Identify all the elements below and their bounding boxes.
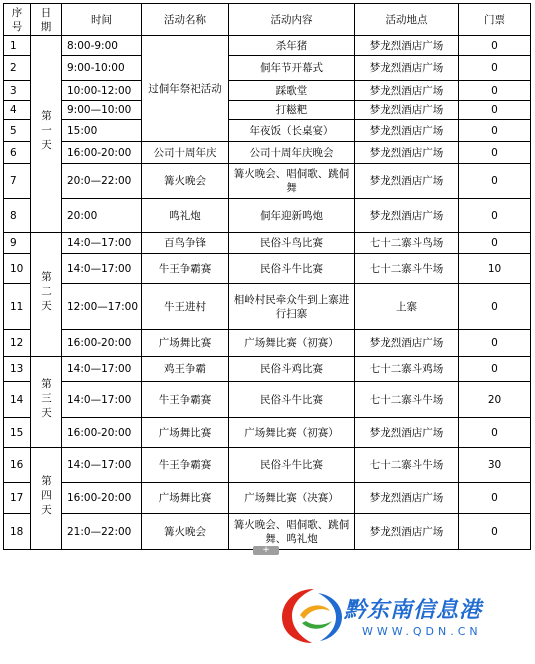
row-time: 10:00-12:00 xyxy=(62,81,142,101)
row-number: 11 xyxy=(4,284,31,330)
row-place: 梦龙烈酒店广场 xyxy=(355,36,459,56)
header-cell: 日期 xyxy=(31,4,62,36)
row-number: 8 xyxy=(4,199,31,233)
row-activity-name: 广场舞比赛 xyxy=(142,330,229,357)
row-content: 相岭村民牵众牛到上寨进行扫寨 xyxy=(229,284,355,330)
row-ticket: 0 xyxy=(459,142,531,164)
day-cell: 第四天 xyxy=(31,448,62,550)
table-row xyxy=(4,233,531,254)
row-content: 广场舞比赛（初赛） xyxy=(229,330,355,357)
table-row xyxy=(4,382,531,418)
row-place: 梦龙烈酒店广场 xyxy=(355,514,459,550)
row-place: 七十二寨斗鸟场 xyxy=(355,233,459,254)
row-activity-name: 牛王争霸赛 xyxy=(142,448,229,483)
row-place: 梦龙烈酒店广场 xyxy=(355,120,459,142)
row-activity-name: 百鸟争锋 xyxy=(142,233,229,254)
row-content: 踩歌堂 xyxy=(229,81,355,101)
row-place: 梦龙烈酒店广场 xyxy=(355,199,459,233)
schedule-table xyxy=(3,3,531,550)
row-place: 梦龙烈酒店广场 xyxy=(355,81,459,101)
table-row xyxy=(4,164,531,199)
row-activity-name: 过侗年祭祀活动 xyxy=(142,36,229,142)
row-ticket: 0 xyxy=(459,56,531,81)
row-ticket: 0 xyxy=(459,233,531,254)
row-time: 21:0—22:00 xyxy=(62,514,142,550)
row-place: 梦龙烈酒店广场 xyxy=(355,418,459,448)
row-time: 16:00-20:00 xyxy=(62,418,142,448)
row-number: 10 xyxy=(4,254,31,284)
table-row xyxy=(4,284,531,330)
row-content: 民俗斗鸡比赛 xyxy=(229,357,355,382)
row-number: 2 xyxy=(4,56,31,81)
row-time: 14:0—17:00 xyxy=(62,254,142,284)
row-time: 16:00-20:00 xyxy=(62,483,142,514)
table-row xyxy=(4,36,531,56)
row-ticket: 0 xyxy=(459,36,531,56)
logo-url: WWW.QDN.CN xyxy=(362,625,482,638)
row-number: 5 xyxy=(4,120,31,142)
row-number: 12 xyxy=(4,330,31,357)
row-time: 16:00-20:00 xyxy=(62,330,142,357)
row-place: 七十二寨斗牛场 xyxy=(355,382,459,418)
row-activity-name: 鸡王争霸 xyxy=(142,357,229,382)
site-logo xyxy=(278,585,523,645)
row-content: 年夜饭（长桌宴） xyxy=(229,120,355,142)
row-activity-name: 鸣礼炮 xyxy=(142,199,229,233)
row-activity-name: 公司十周年庆 xyxy=(142,142,229,164)
table-row xyxy=(4,101,531,120)
row-activity-name: 广场舞比赛 xyxy=(142,418,229,448)
row-place: 梦龙烈酒店广场 xyxy=(355,330,459,357)
row-activity-name: 篝火晚会 xyxy=(142,164,229,199)
row-ticket: 20 xyxy=(459,382,531,418)
day-cell: 第三天 xyxy=(31,357,62,448)
row-activity-name: 牛王争霸赛 xyxy=(142,382,229,418)
row-content: 公司十周年庆晚会 xyxy=(229,142,355,164)
row-ticket: 0 xyxy=(459,199,531,233)
row-ticket: 0 xyxy=(459,120,531,142)
header-cell: 序号 xyxy=(4,4,31,36)
row-content: 广场舞比赛（初赛） xyxy=(229,418,355,448)
row-number: 9 xyxy=(4,233,31,254)
row-content: 打糍粑 xyxy=(229,101,355,120)
row-content: 广场舞比赛（决赛） xyxy=(229,483,355,514)
table-row xyxy=(4,81,531,101)
row-time: 12:00—17:00 xyxy=(62,284,142,330)
header-cell: 时间 xyxy=(62,4,142,36)
row-content: 侗年迎新鸣炮 xyxy=(229,199,355,233)
row-time: 20:0—22:00 xyxy=(62,164,142,199)
logo-mark-icon xyxy=(278,585,348,645)
row-content: 篝火晚会、唱侗歌、跳侗舞 xyxy=(229,164,355,199)
row-ticket: 30 xyxy=(459,448,531,483)
row-time: 20:00 xyxy=(62,199,142,233)
row-content: 杀年猪 xyxy=(229,36,355,56)
row-place: 七十二寨斗鸡场 xyxy=(355,357,459,382)
row-activity-name: 篝火晚会 xyxy=(142,514,229,550)
table-row xyxy=(4,330,531,357)
row-place: 上寨 xyxy=(355,284,459,330)
row-ticket: 0 xyxy=(459,284,531,330)
row-content: 民俗斗牛比赛 xyxy=(229,254,355,284)
row-ticket: 0 xyxy=(459,483,531,514)
row-time: 8:00-9:00 xyxy=(62,36,142,56)
table-row xyxy=(4,483,531,514)
row-number: 1 xyxy=(4,36,31,56)
table-row xyxy=(4,120,531,142)
header-cell: 活动地点 xyxy=(355,4,459,36)
header-cell: 门票 xyxy=(459,4,531,36)
row-content: 民俗斗鸟比赛 xyxy=(229,233,355,254)
row-place: 梦龙烈酒店广场 xyxy=(355,101,459,120)
row-number: 3 xyxy=(4,81,31,101)
day-cell: 第二天 xyxy=(31,233,62,357)
row-number: 16 xyxy=(4,448,31,483)
header-cell: 活动名称 xyxy=(142,4,229,36)
row-ticket: 0 xyxy=(459,81,531,101)
row-ticket: 0 xyxy=(459,101,531,120)
row-time: 16:00-20:00 xyxy=(62,142,142,164)
table-row xyxy=(4,254,531,284)
row-number: 17 xyxy=(4,483,31,514)
row-activity-name: 牛王争霸赛 xyxy=(142,254,229,284)
table-row xyxy=(4,142,531,164)
table-row xyxy=(4,357,531,382)
row-content: 民俗斗牛比赛 xyxy=(229,448,355,483)
row-content: 民俗斗牛比赛 xyxy=(229,382,355,418)
row-time: 14:0—17:00 xyxy=(62,233,142,254)
header-cell: 活动内容 xyxy=(229,4,355,36)
row-number: 7 xyxy=(4,164,31,199)
row-ticket: 0 xyxy=(459,330,531,357)
row-number: 13 xyxy=(4,357,31,382)
row-time: 15:00 xyxy=(62,120,142,142)
row-activity-name: 广场舞比赛 xyxy=(142,483,229,514)
row-ticket: 0 xyxy=(459,164,531,199)
row-ticket: 0 xyxy=(459,357,531,382)
row-time: 14:0—17:00 xyxy=(62,448,142,483)
row-time: 9:00—10:00 xyxy=(62,101,142,120)
row-activity-name: 牛王进村 xyxy=(142,284,229,330)
row-content: 侗年节开幕式 xyxy=(229,56,355,81)
row-content: 篝火晚会、唱侗歌、跳侗舞、鸣礼炮 xyxy=(229,514,355,550)
table-row xyxy=(4,56,531,81)
row-place: 梦龙烈酒店广场 xyxy=(355,142,459,164)
row-time: 14:0—17:00 xyxy=(62,357,142,382)
row-ticket: 0 xyxy=(459,514,531,550)
row-ticket: 0 xyxy=(459,418,531,448)
row-time: 14:0—17:00 xyxy=(62,382,142,418)
table-row xyxy=(4,448,531,483)
expand-icon[interactable]: + xyxy=(253,546,279,555)
row-number: 14 xyxy=(4,382,31,418)
row-number: 4 xyxy=(4,101,31,120)
row-place: 七十二寨斗牛场 xyxy=(355,254,459,284)
row-number: 15 xyxy=(4,418,31,448)
row-time: 9:00-10:00 xyxy=(62,56,142,81)
header-row xyxy=(4,4,531,36)
row-place: 七十二寨斗牛场 xyxy=(355,448,459,483)
row-place: 梦龙烈酒店广场 xyxy=(355,164,459,199)
row-place: 梦龙烈酒店广场 xyxy=(355,483,459,514)
row-ticket: 10 xyxy=(459,254,531,284)
table-row xyxy=(4,418,531,448)
table-row xyxy=(4,199,531,233)
row-number: 18 xyxy=(4,514,31,550)
day-cell: 第一天 xyxy=(31,36,62,233)
row-number: 6 xyxy=(4,142,31,164)
logo-name: 黔东南信息港 xyxy=(344,597,483,623)
row-place: 梦龙烈酒店广场 xyxy=(355,56,459,81)
